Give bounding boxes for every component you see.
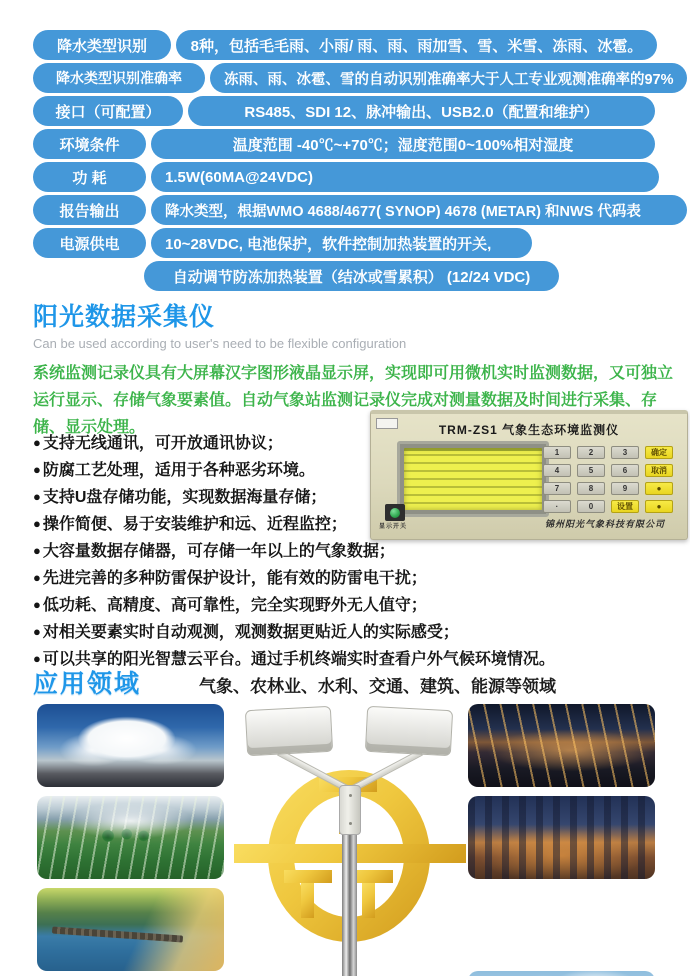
photo-agriculture-fields: [37, 796, 224, 879]
device-model-title: TRM-ZS1 气象生态环境监测仪: [438, 423, 620, 437]
key-4: 4: [543, 464, 571, 477]
key-up: ●: [645, 482, 673, 495]
spec-value: 降水类型，根据WMO 4688/4677( SYNOP) 4678 (METAR) 和NWS 代码表: [151, 195, 687, 225]
feature-text: 低功耗、高精度、高可靠性，完全实现野外无人值守；: [42, 597, 427, 614]
spec-label: 接口（可配置）: [33, 96, 183, 126]
feature-item: [33, 484, 673, 511]
spec-row-power-supply: [33, 228, 688, 258]
feature-item: [33, 457, 673, 484]
key-cancel: 取消: [645, 464, 673, 477]
bullet-icon: ●: [33, 570, 41, 585]
product-subtitle: Can be used according to user's need to be flexible configuration: [33, 336, 407, 351]
application-photo-gallery: [0, 700, 690, 976]
spec-label: 环境条件: [33, 129, 146, 159]
spec-value: 1.5W(60MA@24VDC): [151, 162, 659, 192]
key-6: 6: [611, 464, 639, 477]
spec-label: 降水类型识别: [33, 30, 171, 60]
feature-item: [33, 511, 673, 538]
photo-water-conservancy-dam: [37, 888, 224, 971]
bullet-icon: ●: [33, 489, 41, 504]
photo-power-plant: [468, 971, 655, 976]
feature-item: [33, 430, 673, 457]
spec-table: [33, 30, 688, 294]
mounting-pole: [342, 830, 357, 976]
key-3: 3: [611, 446, 639, 459]
emblem-letter-t-small-left-stem: [301, 883, 314, 918]
photo-construction-cranes: [468, 796, 655, 879]
precipitation-sensor-right: [365, 706, 453, 756]
feature-item: [33, 646, 673, 673]
bullet-icon: ●: [33, 462, 41, 477]
key-down: ●: [645, 500, 673, 513]
bullet-icon: ●: [33, 651, 41, 666]
bullet-icon: ●: [33, 624, 41, 639]
feature-item: [33, 592, 673, 619]
feature-text: 支持U盘存储功能，实现数据海量存储；: [42, 489, 327, 506]
spec-label: 报告输出: [33, 195, 146, 225]
product-title: 阳光数据采集仪: [33, 303, 216, 331]
bullet-icon: ●: [33, 597, 41, 612]
feature-item: [33, 538, 673, 565]
feature-text: 先进完善的多种防雷保护设计，能有效的防雷电干扰；: [42, 570, 427, 587]
feature-item: [33, 565, 673, 592]
device-company-name: 锦州阳光气象科技有限公司: [544, 519, 665, 529]
photo-meteorology-clouds: [37, 704, 224, 787]
spec-label: 功 耗: [33, 162, 146, 192]
feature-text: 支持无线通讯，可开放通讯协议；: [42, 435, 283, 452]
key-2: 2: [577, 446, 605, 459]
spec-value: 10~28VDC, 电池保护，软件控制加热装置的开关,: [151, 228, 532, 258]
pole-bracket: [339, 785, 361, 835]
application-heading: 应用领域: [33, 670, 142, 698]
feature-text: 大容量数据存储器，可存储一年以上的气象数据；: [42, 543, 395, 560]
bullet-icon: ●: [33, 435, 41, 450]
photo-traffic-interchange: [468, 704, 655, 787]
feature-text: 操作简便、易于安装维护和远、近程监控；: [42, 516, 347, 533]
spec-label: 电源供电: [33, 228, 146, 258]
spec-label: 降水类型识别准确率: [33, 63, 205, 93]
spec-row-accuracy: [33, 63, 688, 93]
feature-text: 防腐工艺处理，适用于各种恶劣环境。: [42, 462, 315, 479]
device-power-label: 显示开关: [379, 524, 408, 530]
feature-text: 可以共享的阳光智慧云平台。通过手机终端实时查看户外气候环境情况。: [42, 651, 555, 668]
spec-value: 8种，包括毛毛雨、小雨/ 雨、雨、雨加雪、雪、米雪、冻雨、冰雹。: [176, 30, 657, 60]
spec-value: 温度范围 -40℃~+70℃；湿度范围0~100%相对湿度: [151, 129, 655, 159]
key-0: 0: [577, 500, 605, 513]
key-settings: 设置: [611, 500, 639, 513]
emblem-letter-t-small-right-stem: [362, 883, 375, 918]
key-confirm: 确定: [645, 446, 673, 459]
feature-list: [33, 430, 673, 673]
precipitation-sensor-left: [245, 706, 333, 756]
spec-row-interface: [33, 96, 688, 126]
application-list-text: 气象、农林业、水利、交通、建筑、能源等领域: [199, 677, 557, 696]
spec-value: 自动调节防冻加热装置（结冰或雪累积） (12/24 VDC): [144, 261, 559, 291]
brand-emblem-and-sensor-pole: [240, 700, 460, 976]
feature-text: 对相关要素实时自动观测，观测数据更贴近人的实际感受；: [42, 624, 459, 641]
spec-row-environment: [33, 129, 688, 159]
key-dot: ·: [543, 500, 571, 513]
spec-row-report-output: [33, 195, 688, 225]
key-5: 5: [577, 464, 605, 477]
spec-row-power-consumption: [33, 162, 688, 192]
bullet-icon: ●: [33, 516, 41, 531]
feature-item: [33, 619, 673, 646]
key-7: 7: [543, 482, 571, 495]
key-8: 8: [577, 482, 605, 495]
spec-row-power-supply-cont: [33, 261, 688, 291]
key-9: 9: [611, 482, 639, 495]
spec-row-precip-type: [33, 30, 688, 60]
bullet-icon: ●: [33, 543, 41, 558]
product-description: 系统监测记录仪具有大屏幕汉字图形液晶显示屏，实现即可用微机实时监测数据，又可独立运行显示、存储气象要素值。自动气象站监测记录仪完成对测量数据及时间进行采集、存储、显示处理。: [33, 365, 674, 436]
spec-value: 冻雨、雨、冰雹、雪的自动识别准确率大于人工专业观测准确率的97%: [210, 63, 687, 93]
emblem-letter-t-small-left: [284, 870, 332, 883]
spec-value: RS485、SDI 12、脉冲输出、USB2.0（配置和维护）: [188, 96, 655, 126]
key-1: 1: [543, 446, 571, 459]
